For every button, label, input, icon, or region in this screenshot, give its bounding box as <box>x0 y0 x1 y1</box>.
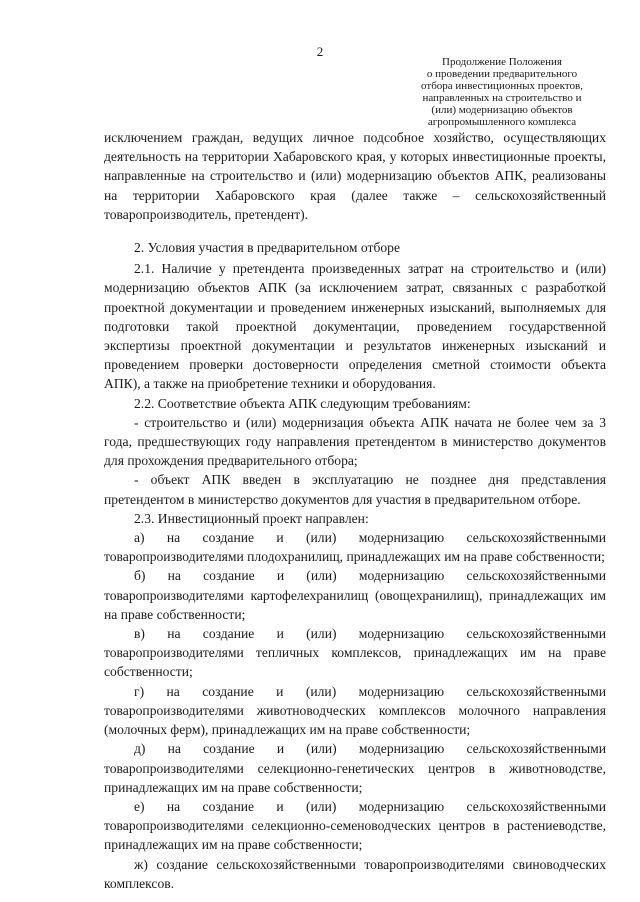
clause-2-3: 2.3. Инвестиционный проект направлен: <box>134 510 369 526</box>
clause-2-3-item-g: ж) создание сельскохозяйственными товаропроизводителями свиноводческих комплексов. <box>104 856 606 891</box>
page-number: 2 <box>316 44 324 59</box>
header-line: (или) модернизацию объектов <box>431 104 573 116</box>
document-body <box>104 128 606 893</box>
clause-2-3-item-c: в) на создание и (или) модернизацию сельскохозяйственными товаропроизводителями тепличных комплексов, принадлежащих им на праве собственности; <box>104 626 606 680</box>
clause-2-1: 2.1. Наличие у претендента произведенных затрат на строительство и (или) модернизацию объектов АПК (за исключением затрат, связанных с разработкой проектной документации и проведением инженерных изысканий, выполняемых для подготовки такой проектной документации, проведением государственной экспертизы проектной документации и результатов инженерных изысканий и проведением проверки достоверности определения сметной стоимости объекта АПК), а также на приобретение техники и оборудования. <box>104 261 606 392</box>
header-line: о проведении предварительного <box>426 68 578 80</box>
section-title: 2. Условия участия в предварительном отборе <box>134 240 400 256</box>
continuation-paragraph: исключением граждан, ведущих личное подсобное хозяйство, осуществляющих деятельность на территории Хабаровского края, у которых инвестиционные проекты, направленные на строительство и (или) модернизацию объектов АПК, реализованы на территории Хабаровского края (далее также – сельскохозяйственный товаропроизводитель, претендент). <box>104 130 606 222</box>
clause-2-3-item-e: д) на создание и (или) модернизацию сельскохозяйственными товаропроизводителями селекционно-генетических центров в животноводстве, принадлежащих им на праве собственности; <box>104 741 606 795</box>
header-title: Продолжение Положения <box>442 56 562 68</box>
clause-2-3-item-d: г) на создание и (или) модернизацию сельскохозяйственными товаропроизводителями животноводческих комплексов молочного направления (молочных ферм), принадлежащих им на праве собственности; <box>104 683 606 738</box>
header-line: отбора инвестиционных проектов, <box>421 80 583 92</box>
header-line: агропромышленного комплекса <box>427 116 577 128</box>
clause-2-2: 2.2. Соответствие объекта АПК следующим требованиям: <box>134 395 471 411</box>
document-header <box>400 56 604 128</box>
clause-2-3-item-f: е) на создание и (или) модернизацию сельскохозяйственными товаропроизводителями селекционно-семеноводческих центров в растениеводстве, принадлежащих им на праве собственности; <box>104 798 606 853</box>
clause-2-3-item-b: б) на создание и (или) модернизацию сельскохозяйственными товаропроизводителями картофелехранилищ (овощехранилищ), принадлежащих им на праве собственности; <box>104 568 606 622</box>
header-line: направленных на строительство и <box>422 92 582 104</box>
clause-2-2-item: - объект АПК введен в эксплуатацию не позднее дня представления претендентом в министерство документов для участия в предварительном отборе. <box>104 472 606 507</box>
clause-2-2-item: - строительство и (или) модернизация объекта АПК начата не более чем за 3 года, предшествующих году направления претендентом в министерство документов для прохождения предварительного отбора; <box>104 414 606 469</box>
clause-2-3-item-a: а) на создание и (или) модернизацию сельскохозяйственными товаропроизводителями плодохранилищ, принадлежащих им на праве собственности; <box>104 530 606 565</box>
